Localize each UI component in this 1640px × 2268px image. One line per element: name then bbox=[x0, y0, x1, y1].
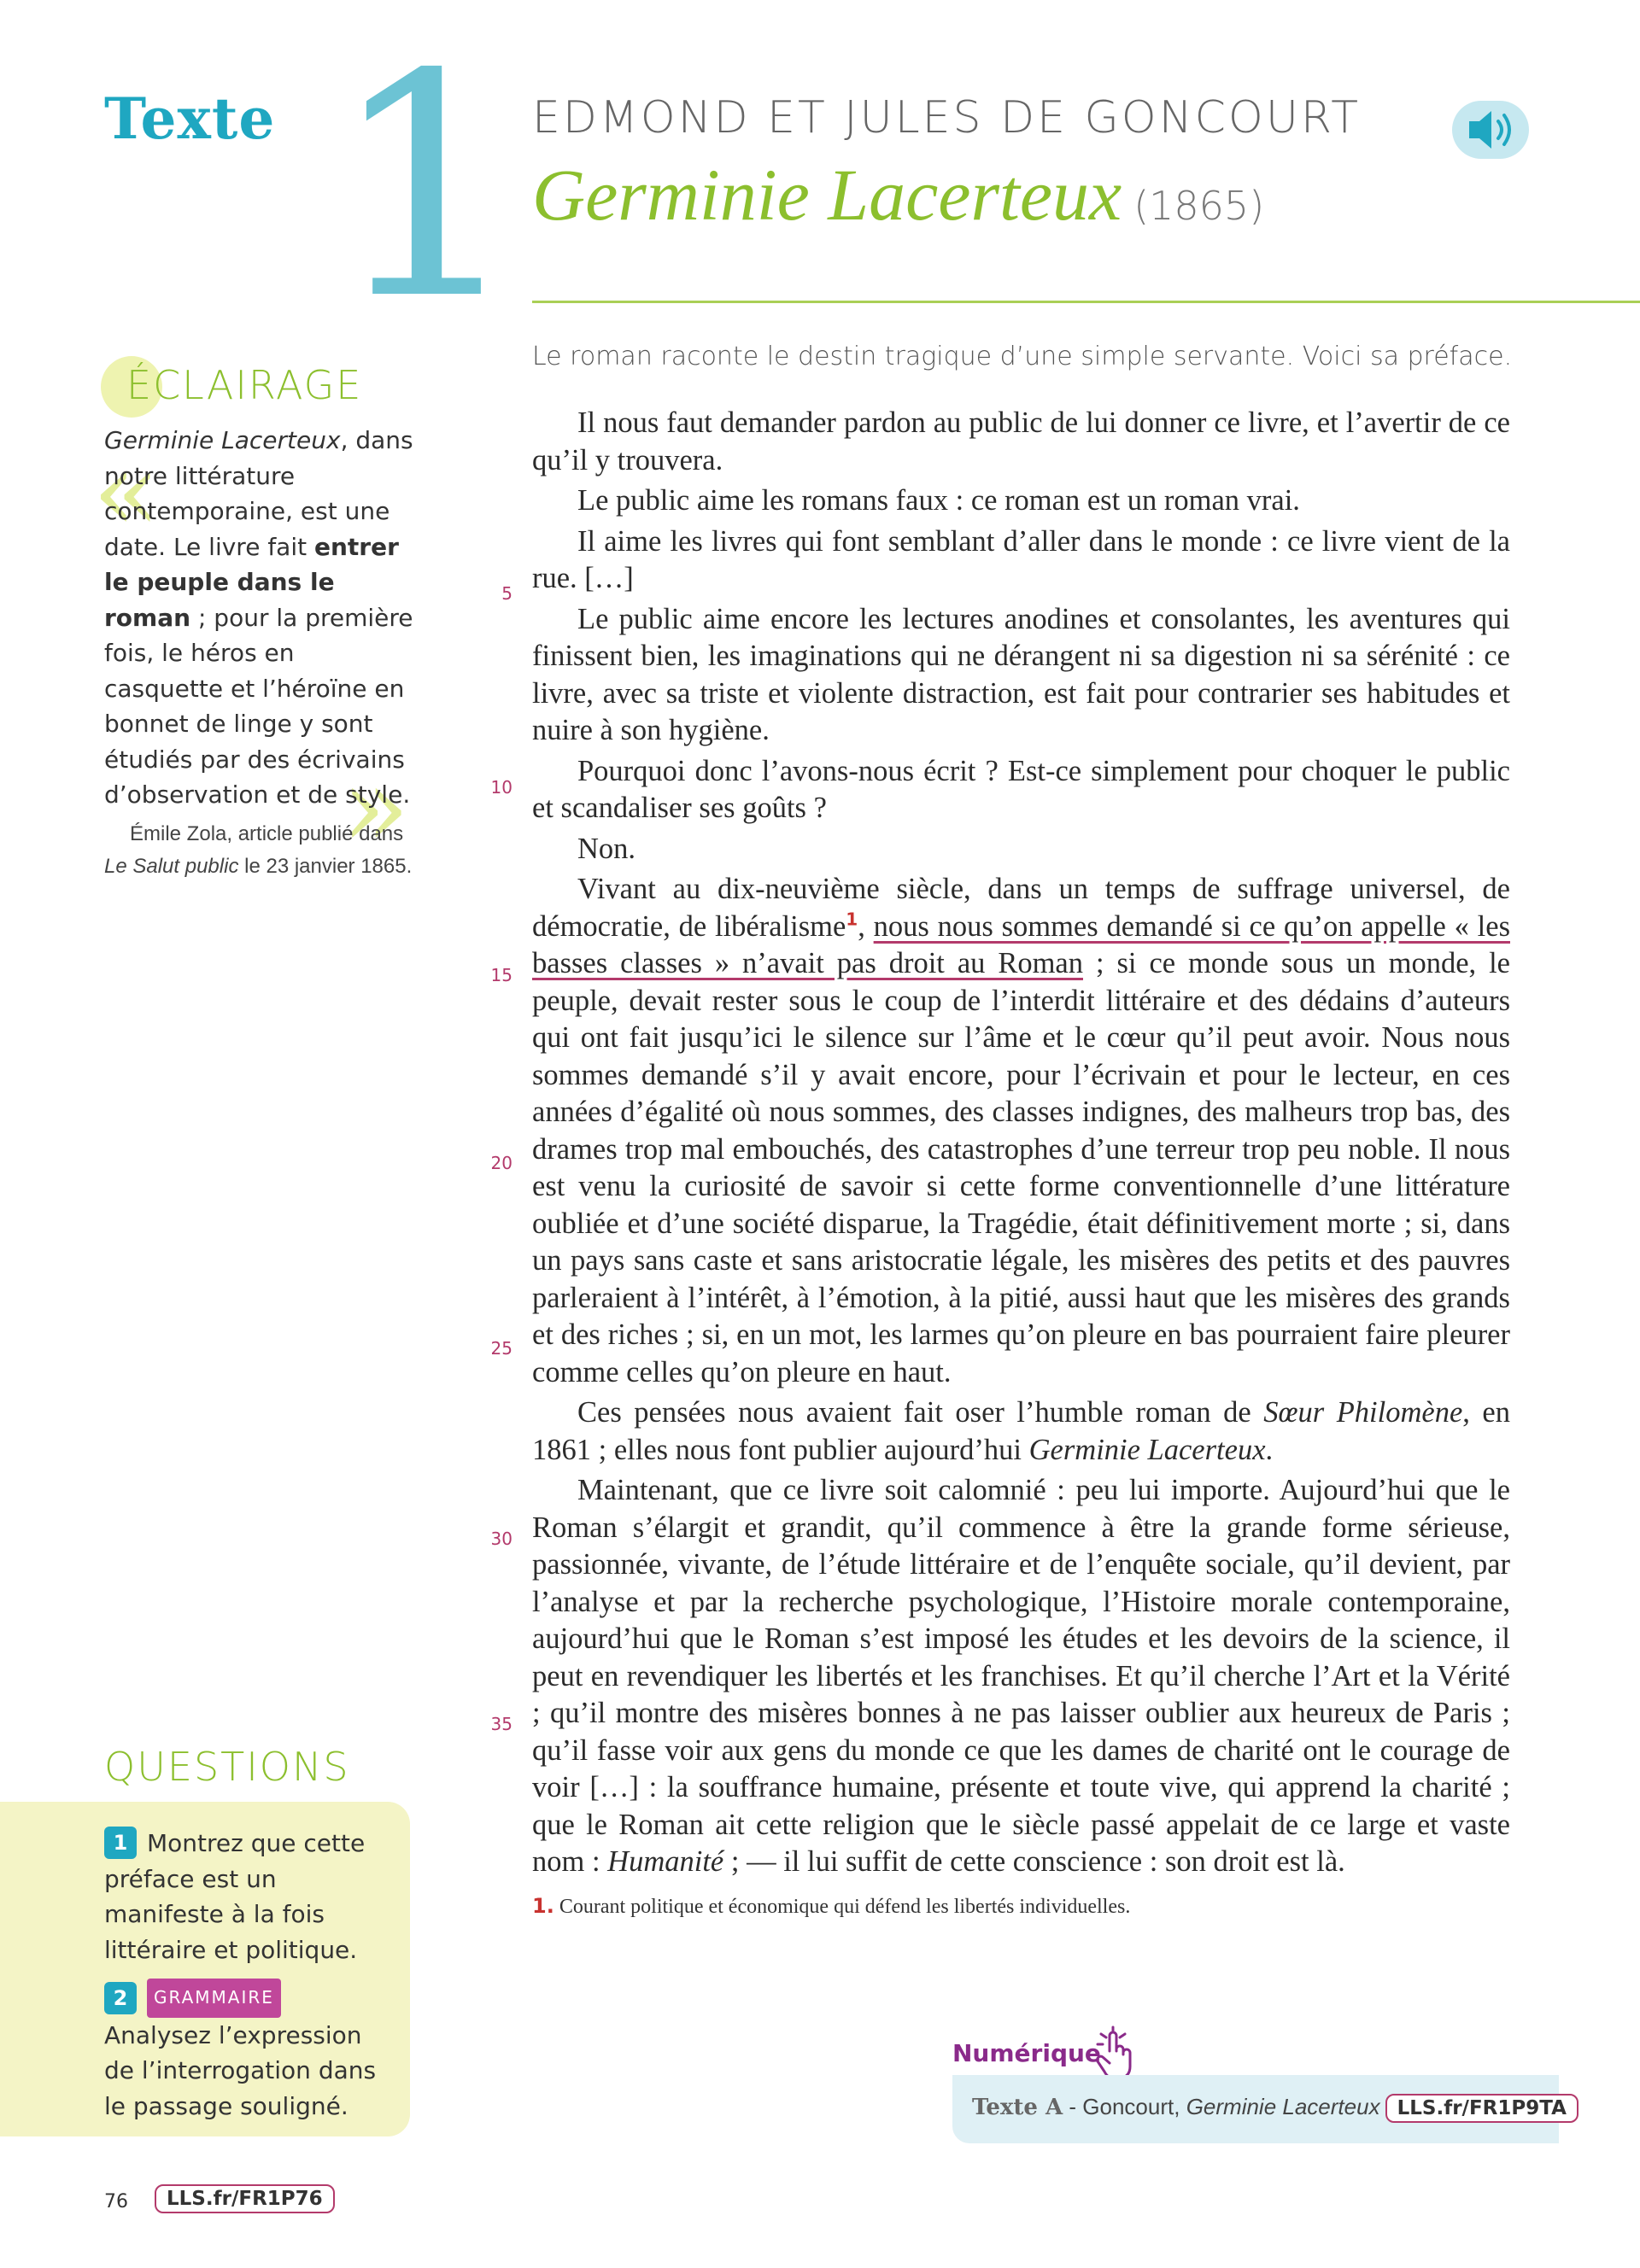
eclairage-title: ÉCLAIRAGE bbox=[126, 362, 363, 408]
texte-number: 1 bbox=[329, 9, 525, 366]
question-text: Montrez que cette préface est un manifeste à la fois littéraire et politique. bbox=[104, 1829, 366, 1964]
grammaire-badge: GRAMMAIRE bbox=[147, 1979, 281, 2018]
work-year: (1865) bbox=[1133, 183, 1265, 229]
page-link-label[interactable]: LLS.fr/FR1P76 bbox=[155, 2184, 335, 2213]
line-number: 35 bbox=[490, 1714, 512, 1734]
paragraph: Non. bbox=[577, 832, 636, 865]
header-divider bbox=[532, 301, 1640, 303]
numerique-resource bbox=[972, 2094, 1578, 2123]
paragraph: Le public aime encore les lectures anodines et consolantes, les aventures qui finissent bien, les imaginations qui ne dérangent ni sa digestion ni sa sérénité : ce livre, avec sa triste et violente distraction, est fait pour contrarier ses habitudes et nuire à son hygiène. bbox=[532, 602, 1510, 746]
footnote bbox=[532, 1894, 1130, 1919]
eclairage-emphasis: entrer le peuple dans le roman bbox=[104, 532, 399, 632]
resource-author: - Goncourt, bbox=[1063, 2094, 1186, 2119]
numerique-label: Numérique bbox=[952, 2039, 1101, 2067]
source-text: Émile Zola, article publié dans bbox=[130, 822, 404, 845]
questions-title: QUESTIONS bbox=[104, 1744, 350, 1790]
emphasis-humanite: Humanité bbox=[607, 1845, 724, 1878]
line-number: 20 bbox=[490, 1153, 512, 1173]
paragraph-text: Maintenant, que ce livre soit calomnié : peu lui importe. Aujourd’hui que le Roman s’élargit et grandit, qu’il commence à être la grande forme sérieuse, passionnée, vivante, de l’étude littéraire et de l’enquête sociale, qu’il devient, par l’analyse et par la recherche psychologique, l’Histoire morale contemporaine, aujourd’hui que le Roman s’est imposé les études et les devoirs de la science, il peut en revendiquer les libertés et les franchises. Et qu’il cherche l’Art et la Vérité ; qu’il montre des misères bonnes à ne pas laisser oublier aux heureux de Paris ; qu’il fasse voir aux gens du monde ce que les dames de charité ont le courage de voir […] : la souffrance humaine, présente et toute vive, qui apprend la charité ; que le Roman ait cette religion que le siècle passé appelait de ce large et vaste nom : bbox=[532, 1474, 1510, 1878]
eclairage-quote bbox=[104, 423, 420, 813]
eclairage-source bbox=[104, 818, 420, 883]
source-date: le 23 janvier 1865. bbox=[238, 855, 413, 878]
eclairage-text-part: ; pour la première fois, le héros en casquette et l’héroïne en bonnet de linge y sont étudiés par des écrivains d’observation et de style. bbox=[104, 603, 413, 809]
footnote-text: Courant politique et économique qui défend les libertés individuelles. bbox=[559, 1896, 1131, 1918]
paragraph: Pourquoi donc l’avons-nous écrit ? Est-ce simplement pour choquer le public et scandaliser ses goûts ? bbox=[532, 754, 1510, 824]
eclairage-work-title: Germinie Lacerteux bbox=[104, 426, 341, 454]
paragraph: Il nous faut demander pardon au public de lui donner ce livre, et l’avertir de ce qu’il y trouvera. bbox=[532, 406, 1510, 476]
line-number: 5 bbox=[501, 583, 512, 604]
author-name: EDMOND ET JULES DE GONCOURT bbox=[532, 92, 1362, 143]
eclairage-text-part: , dans notre littérature contemporaine, est une date. Le livre fait bbox=[104, 426, 413, 561]
page-number: 76 bbox=[104, 2191, 128, 2212]
source-newspaper: Le Salut public bbox=[104, 855, 239, 878]
open-quote-decoration: « bbox=[92, 426, 161, 556]
paragraph: Le public aime les romans faux : ce roman est un roman vrai. bbox=[577, 484, 1300, 517]
speaker-icon bbox=[1466, 106, 1517, 154]
line-number: 25 bbox=[490, 1338, 512, 1359]
paragraph-text: ; si ce monde sous un monde, le peuple, devait rester sous le coup de l’interdit littéraire et des dédains d’auteurs qui ont fait jusqu’ici le silence sur l’âme et le cœur qu’il peut avoir. Nous nous sommes demandé s’il y avait encore, pour l’écrivain et pour le lecteur, en ces années d’égalité où nous sommes, des classes indignes, des malheurs trop bas, des drames trop mal embouchés, des catastrophes d’une terreur trop peu noble. Il nous est venu la curiosité de savoir si cette forme conventionnelle d’une littérature oubliée et d’une société disparue, la Tragédie, était définitivement morte ; si, dans un pays sans caste et sans aristocratie légale, les misères des petits et des pauvres parleraient à l’intérêt, à l’émotion, à la pitié, aussi haut que les misères des grands et des riches ; si, en un mot, les larmes qu’on pleure en bas pourraient faire pleurer comme celles qu’on pleure en haut. bbox=[532, 947, 1510, 1388]
paragraph: Il aime les livres qui font semblant d’aller dans le monde : ce livre vient de la rue. […] bbox=[532, 524, 1510, 594]
line-number: 15 bbox=[490, 965, 512, 985]
close-quote-decoration: » bbox=[342, 742, 410, 872]
work-reference: Germinie Lacerteux bbox=[1028, 1433, 1266, 1466]
question-number: 2 bbox=[104, 1982, 137, 2014]
footnote-number: 1. bbox=[532, 1894, 554, 1918]
underlined-passage: nous nous sommes demandé si ce qu’on appelle « les basses classes » n’avait pas droit au Roman bbox=[532, 909, 1510, 979]
paragraph-text: Ces pensées nous avaient fait oser l’humble roman de bbox=[577, 1396, 1264, 1429]
texte-label: Texte bbox=[104, 85, 276, 152]
paragraph-text: , en 1861 ; elles nous font publier aujourd’hui bbox=[532, 1396, 1510, 1466]
work-reference: Sœur Philomène bbox=[1263, 1396, 1463, 1429]
text-introduction: Le roman raconte le destin tragique d’une simple servante. Voici sa préface. bbox=[532, 342, 1513, 371]
work-title-text: Germinie Lacerteux bbox=[532, 154, 1122, 236]
paragraph-text: , bbox=[858, 909, 874, 943]
paragraph-text: ; — il lui suffit de cette conscience : son droit est là. bbox=[723, 1845, 1345, 1878]
question-1 bbox=[104, 1826, 395, 1967]
line-number: 10 bbox=[490, 777, 512, 798]
paragraph bbox=[532, 1472, 1510, 1881]
page-link[interactable] bbox=[149, 2184, 335, 2213]
audio-button[interactable] bbox=[1452, 101, 1529, 159]
resource-type: Texte A bbox=[972, 2095, 1063, 2120]
paragraph bbox=[532, 871, 1510, 1391]
paragraph bbox=[532, 1394, 1510, 1469]
resource-title: Germinie Lacerteux bbox=[1186, 2094, 1380, 2119]
paragraph-text: . bbox=[1265, 1433, 1274, 1466]
footnote-reference[interactable]: 1 bbox=[846, 909, 858, 929]
resource-link[interactable]: LLS.fr/FR1P9TA bbox=[1385, 2094, 1578, 2123]
question-2 bbox=[104, 1979, 395, 2124]
question-text: Analysez l’expression de l’interrogation dans le passage souligné. bbox=[104, 2020, 377, 2120]
question-number: 1 bbox=[104, 1827, 137, 1859]
paragraph-text: Vivant au dix-neuvième siècle, dans un temps de suffrage universel, de démocratie, de libéralisme bbox=[532, 873, 1510, 943]
preface-text bbox=[532, 405, 1510, 1885]
line-number: 30 bbox=[490, 1529, 512, 1549]
work-title bbox=[532, 152, 1264, 237]
